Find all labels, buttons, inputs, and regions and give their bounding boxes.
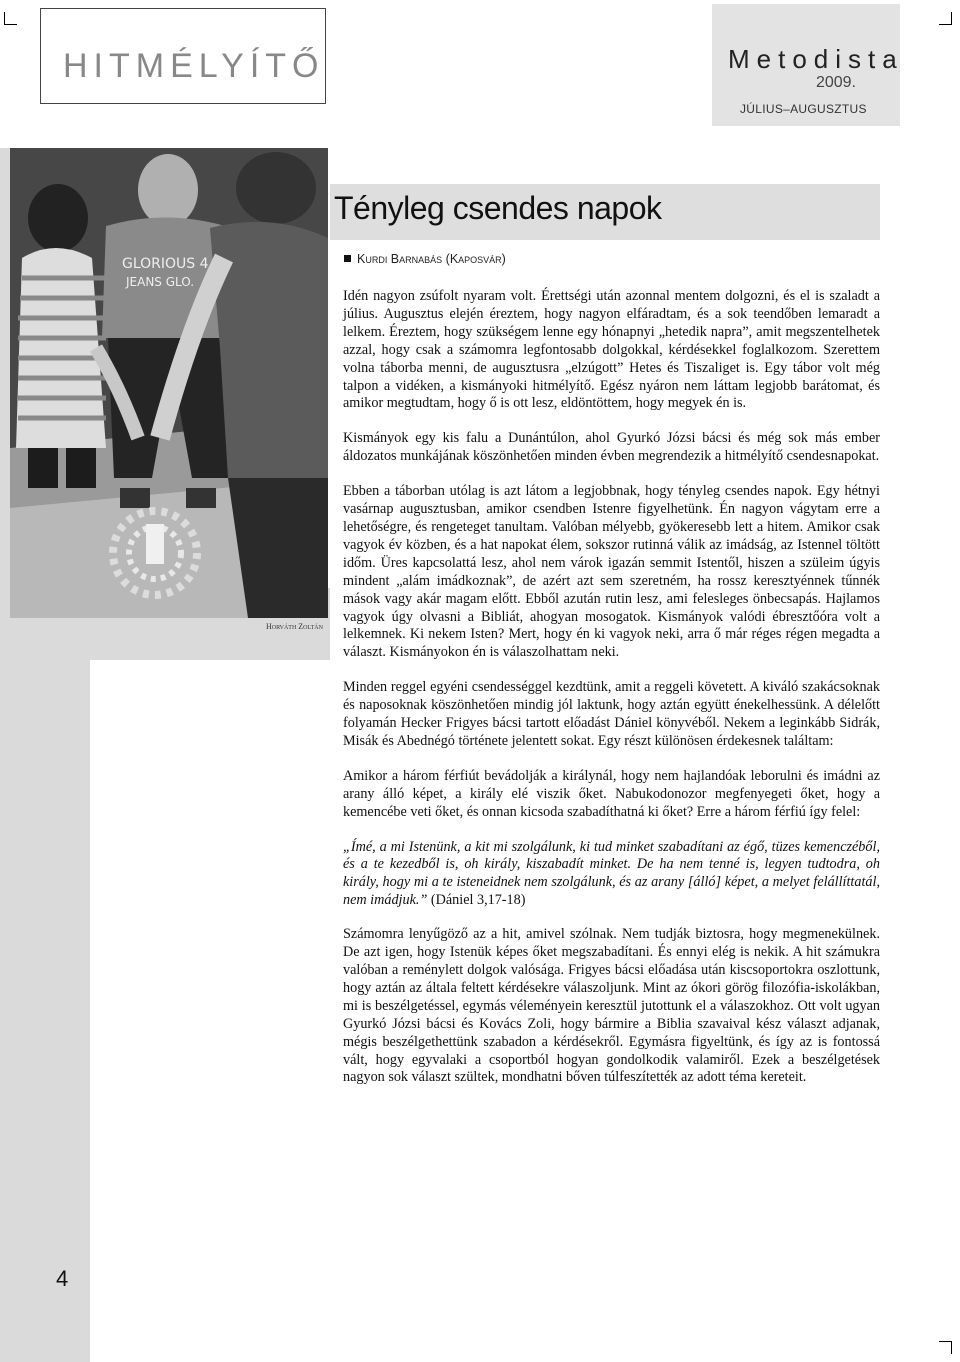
article-photo [10, 148, 328, 618]
square-bullet-icon [344, 255, 351, 262]
article-title: Tényleg csendes napok [334, 190, 662, 226]
photo-illustration [10, 148, 328, 618]
author-name: Kurdi Barnabás [357, 252, 443, 266]
paragraph: Amikor a három férfiút bevádolják a királynál, hogy nem hajlandóak leborulni és imádni az arany álló képet, a király elé viszik őket. Nabukodonozor megfenyegeti őket, hogy a kemencébe veti őket, és onnan kicsoda szabadíthatná ki őket? Erre a három férfiú így felel: [343, 767, 880, 820]
paragraph: Ebben a táborban utólag is azt látom a legjobbnak, hogy tényleg csendes napok. Egy hétnyi vasárnap augusztusban, amikor csendben Istenre figyelhetünk. Én nagyon vágytam erre a lehetőségre, és rengeteget tanultam. Valóban mélyebb, gyökeresebb lett a hitem. Amikor csak vagyok év közben, és a hat napokat élem, sokszor rutinná válik az imádság, az Istennel töltött időm. Üres kapcsolattá lesz, ahol nem várok igazán semmit Istentől, hiszen a szüleim úgyis mindent „alám imádkoznak”, de azért azt sem szeretném, ha rossz keresztyénnek tűnnék mások vagy akár magam előtt. Ebből azután rutin lesz, ami felesleges önbecsapás. Hajlamos vagyok úgy olvasni a Bibliát, ahogyan mosogatok. Kismányok valódi ébresztőóra volt a lelkemnek. Ki nekem Isten? Mert, hogy én ki vagyok neki, arra ő már réges régen megadta a választ. Kismányokon én is válaszolhattam neki. [343, 483, 880, 661]
crop-mark-top-right [939, 12, 952, 25]
publication-year: 2009. [815, 74, 856, 91]
paragraph: Idén nagyon zsúfolt nyaram volt. Érettségi után azonnal mentem dolgozni, és el is szaladt a július. Augusztus elején éreztem, hogy nagyon elfáradtam, és a sok teendőben lemaradt a lelkem. Éreztem, hogy szükségem lenne egy hónapnyi „hetedik napra”, amit megszentelhetek azzal, hogy csak a számomra legfontosabb dolgokkal, kérdésekkel foglalkozom. Szerettem volna táborba menni, de augusztusra „elzúgott” Hetes és Tiszaliget is. Egy tábor volt még talpon a vidéken, a kismányoki hitmélyítő. Egész nyáron nem láttam legjobb barátomat, és amikor megtudtam, hogy ő is ott lesz, eldöntöttem, hogy megyek én is. [343, 288, 880, 412]
crop-mark-bottom-right [939, 1341, 952, 1354]
article-body [343, 288, 880, 1104]
section-header-box [40, 8, 326, 104]
publication-name: Metodista [728, 44, 904, 74]
section-title: HITMÉLYÍTŐ [63, 47, 325, 85]
publication-issue-months: JÚLIUS–AUGUSZTUS [740, 102, 867, 116]
page-number: 4 [56, 1266, 69, 1291]
author-place: (Kaposvár) [445, 252, 506, 266]
publication-box [712, 4, 904, 126]
bible-quote [343, 839, 880, 911]
headline-bar [330, 184, 880, 240]
paragraph: Számomra lenyűgöző az a hit, amivel szólnak. Nem tudják biztosra, hogy megmenekülnek. De azt igen, hogy Istenük képes őket megszabadítani. És ennyi elég is nekik. A hit számukra valóban a reménylett dolgok valósága. Frigyes bácsi előadása után kiscsoportokra oszlottunk, hogy aztán az általa feltett kérdésekre válaszoljunk. Mint az ókori görög filozófia-iskolákban, mi is beszélgetéssel, egymás véleményein keresztül jutottunk el a válaszokhoz. Ott volt ugyan Gyurkó Józsi bácsi és Kovács Zoli, hogy bármire a Biblia szavaival kész választ adjanak, mégis beszélgethettünk szabadon a kérdésekről. Egymásra figyeltünk, és így az is fontossá vált, hogy egyvalaki a csoportból hogyan gondolkodik valamiről. Ezek a beszélgetések nagyon sok választ szültek, mondhatni bőven túlfeszítették az adott téma kereteit. [343, 926, 880, 1086]
svg-text:JEANS GLO.: JEANS GLO. [126, 275, 195, 289]
crop-mark-top-left [4, 12, 17, 25]
paragraph: Kismányok egy kis falu a Dunántúlon, ahol Gyurkó Józsi bácsi és még sok más ember áldozatos munkájának köszönhetően minden évben megrendezik a hitmélyítő csendesnapokat. [343, 430, 880, 465]
svg-text:GLORIOUS 4: GLORIOUS 4 [122, 256, 209, 272]
byline [344, 252, 506, 266]
quote-text: „Ímé, a mi Istenünk, a kit mi szolgálunk, ki tud minket szabadítani az égő, tüzes kemenczéből, és a te kezedből is, oh király, kiszabadít minket. De ha nem tenné is, legyen tudtodra, oh király, hogy mi a te isteneidnek nem szolgálunk, és az arany [álló] képet, a melyet felállíttatál, nem imádjuk.” [343, 838, 880, 909]
paragraph: Minden reggel egyéni csendességgel kezdtünk, amit a reggeli követett. A kiváló szakácsoknak és naposoknak köszönhetően mindig jól laktunk, hogy aztán együtt énekelhessünk. A délelőtt folyamán Hecker Frigyes bácsi tartott előadást Dániel könyvéből. Nekem a leginkább Sidrák, Misák és Abednégó története jelentett sokat. Egy részt különösen érdekesnek találtam: [343, 679, 880, 749]
photo-credit: Horváth Zoltán [266, 622, 323, 631]
quote-reference: (Dániel 3,17-18) [427, 892, 526, 909]
